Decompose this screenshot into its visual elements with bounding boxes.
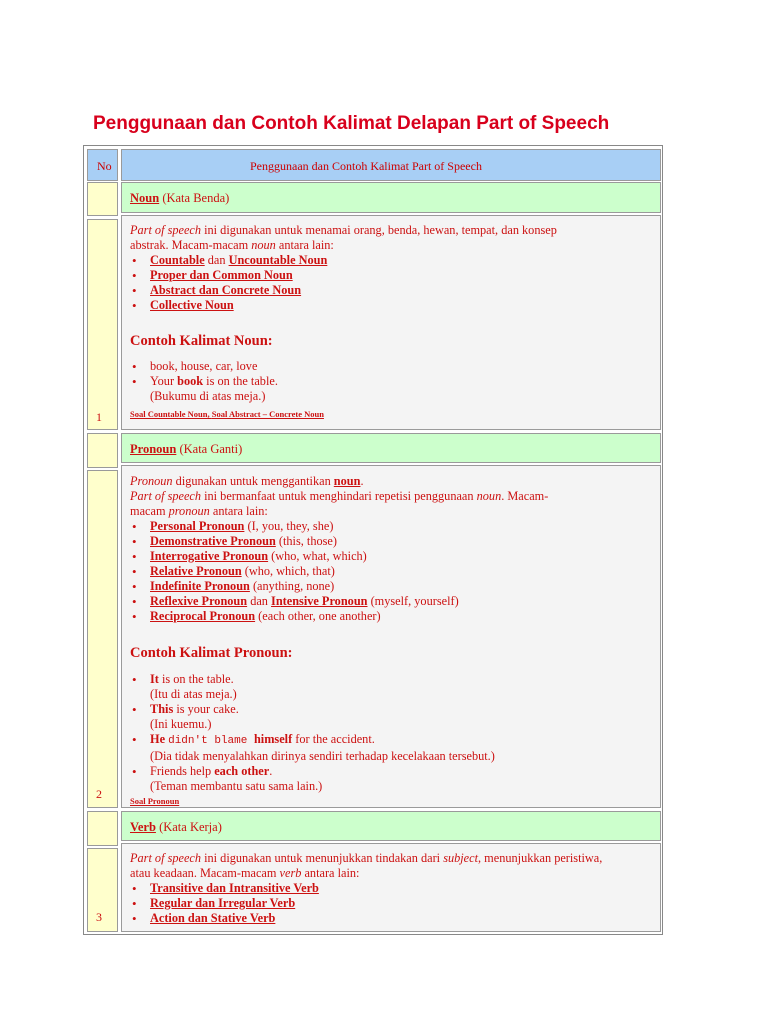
pronoun-e2-translation: (Ini kuemu.)	[150, 717, 212, 731]
pronoun-t6-dan: dan	[247, 594, 272, 608]
header-no: No	[97, 159, 112, 173]
pronoun-t2-examples: (this, those)	[275, 534, 337, 548]
verb-l2c: antara lain:	[301, 866, 360, 880]
link-interrogative-pronoun[interactable]: Interrogative Pronoun	[150, 549, 269, 563]
verb-l1b: ini digunakan untuk menunjukkan tindakan dari	[201, 851, 444, 865]
pronoun-contoh-heading: Contoh Kalimat Pronoun:	[130, 645, 293, 661]
noun-body-cell	[121, 215, 661, 430]
pronoun-t4-examples: (who, which, that)	[241, 564, 335, 578]
pronoun-l1a: Pronoun	[130, 474, 173, 488]
pronoun-t7-examples: (each other, one another)	[255, 609, 381, 623]
pronoun-body	[130, 474, 654, 809]
link-indefinite-pronoun[interactable]: Indefinite Pronoun	[150, 579, 250, 593]
pronoun-e4b: each other	[214, 764, 270, 778]
noun-body	[130, 223, 654, 422]
pronoun-e1b: is on the table.	[158, 672, 234, 686]
list-item	[130, 298, 654, 313]
pronoun-l1d: .	[360, 474, 364, 488]
pronoun-e3a: He	[150, 732, 169, 746]
list-item	[130, 672, 654, 702]
verb-title	[130, 820, 222, 835]
link-reflexive-pronoun[interactable]: Reflexive Pronoun	[150, 594, 248, 608]
link-soal-countable-noun[interactable]: Soal Countable Noun	[130, 409, 208, 419]
noun-example-2-translation: (Bukumu di atas meja.)	[150, 389, 266, 403]
list-item	[130, 564, 654, 579]
pronoun-links	[130, 794, 654, 809]
link-noun[interactable]: noun	[333, 474, 361, 488]
list-item	[130, 896, 654, 911]
list-item	[130, 702, 654, 732]
pronoun-number: 2	[96, 787, 102, 801]
noun-contoh-heading: Contoh Kalimat Noun:	[130, 333, 273, 349]
verb-number: 3	[96, 910, 102, 924]
verb-body-cell	[121, 843, 661, 932]
verb-num-cell	[87, 848, 118, 932]
list-item	[130, 359, 654, 374]
noun-title-cell	[121, 182, 661, 213]
list-item	[130, 881, 654, 896]
noun-example-1: book, house, car, love	[150, 359, 258, 373]
noun-number: 1	[96, 410, 102, 424]
noun-example-2a: Your	[150, 374, 178, 388]
link-regular-irregular-verb[interactable]: Regular dan Irregular Verb	[150, 896, 296, 910]
pronoun-title-rest: (Kata Ganti)	[176, 442, 243, 456]
link-relative-pronoun[interactable]: Relative Pronoun	[150, 564, 242, 578]
pronoun-t3-examples: (who, what, which)	[268, 549, 367, 563]
noun-intro-noun: noun	[251, 238, 276, 252]
link-action-stative-verb[interactable]: Action dan Stative Verb	[150, 911, 276, 925]
verb-l1d: , menunjukkan peristiwa,	[478, 851, 603, 865]
noun-intro-rest2: abstrak. Macam-macam	[130, 238, 252, 252]
verb-num-top	[87, 811, 118, 846]
pronoun-e3b: didn't blame	[168, 735, 254, 747]
noun-example-2b: book	[177, 374, 204, 388]
pronoun-l3b: pronoun	[168, 504, 210, 518]
pronoun-l2b: ini bermanfaat untuk menghindari repetisi penggunaan	[201, 489, 477, 503]
link-demonstrative-pronoun[interactable]: Demonstrative Pronoun	[150, 534, 276, 548]
noun-intro-italic: Part of speech	[130, 223, 202, 237]
list-item	[130, 732, 654, 764]
part-of-speech-table	[83, 145, 663, 935]
pronoun-l2d: . Macam-	[501, 489, 549, 503]
verb-types-list	[130, 881, 654, 926]
pronoun-l2a: Part of speech	[130, 489, 202, 503]
list-item	[130, 253, 654, 268]
pronoun-examples-list	[130, 672, 654, 794]
header-no-cell	[87, 149, 118, 181]
pronoun-l2c: noun	[476, 489, 502, 503]
pronoun-num-top	[87, 433, 118, 468]
noun-title-rest: (Kata Benda)	[159, 191, 230, 205]
header-main: Penggunaan dan Contoh Kalimat Part of Speech	[250, 159, 482, 173]
pronoun-l3c: antara lain:	[209, 504, 268, 518]
verb-l1c: subject	[443, 851, 479, 865]
list-item	[130, 911, 654, 926]
pronoun-body-cell	[121, 465, 661, 808]
list-item	[130, 374, 654, 404]
pronoun-e1a: It	[150, 672, 159, 686]
list-item	[130, 283, 654, 298]
list-item	[130, 534, 654, 549]
noun-intro-rest1: ini digunakan untuk menamai orang, benda, hewan, tempat, dan konsep	[201, 223, 557, 237]
noun-example-2c: is on the table.	[203, 374, 278, 388]
verb-l1a: Part of speech	[130, 851, 202, 865]
page-title: Penggunaan dan Contoh Kalimat Delapan Part of Speech	[93, 113, 610, 134]
link-uncountable-noun[interactable]: Uncountable Noun	[228, 253, 328, 267]
link-soal-abstract-concrete-noun[interactable]: Soal Abstract – Concrete Noun	[211, 409, 324, 419]
link-soal-pronoun[interactable]: Soal Pronoun	[130, 796, 180, 806]
list-item	[130, 594, 654, 609]
link-transitive-intransitive-verb[interactable]: Transitive dan Intransitive Verb	[150, 881, 319, 895]
link-personal-pronoun[interactable]: Personal Pronoun	[150, 519, 245, 533]
link-countable[interactable]: Countable	[150, 253, 205, 267]
noun-intro-rest3: antara lain:	[275, 238, 334, 252]
pronoun-l3a: macam	[130, 504, 169, 518]
list-item	[130, 764, 654, 794]
pronoun-title-cell	[121, 433, 661, 463]
pronoun-title	[130, 442, 242, 457]
link-collective-noun[interactable]: Collective Noun	[150, 298, 234, 312]
pronoun-num-cell	[87, 470, 118, 808]
header-main-cell	[121, 149, 661, 181]
verb-intro	[130, 851, 654, 881]
noun-examples-list	[130, 359, 654, 404]
pronoun-types-list	[130, 519, 654, 624]
noun-title	[130, 191, 229, 206]
pronoun-e2b: is your cake.	[173, 702, 239, 716]
noun-types-dan: dan	[204, 253, 229, 267]
verb-title-rest: (Kata Kerja)	[155, 820, 222, 834]
pronoun-l1b: digunakan untuk menggantikan	[172, 474, 334, 488]
pronoun-title-term[interactable]: Pronoun	[130, 442, 177, 456]
verb-title-term[interactable]: Verb	[130, 820, 156, 834]
pronoun-e3c: himself	[253, 732, 293, 746]
pronoun-t6-examples: (myself, yourself)	[367, 594, 459, 608]
list-item	[130, 609, 654, 624]
pronoun-t5-examples: (anything, none)	[249, 579, 335, 593]
link-proper-common-noun[interactable]: Proper dan Common Noun	[150, 268, 293, 282]
verb-body	[130, 851, 654, 926]
list-item	[130, 268, 654, 283]
noun-intro	[130, 223, 654, 253]
noun-num-cell	[87, 219, 118, 430]
verb-title-cell	[121, 811, 661, 841]
pronoun-e4-translation: (Teman membantu satu sama lain.)	[150, 779, 323, 793]
verb-l2a: atau keadaan. Macam-macam	[130, 866, 280, 880]
link-abstract-concrete-noun[interactable]: Abstract dan Concrete Noun	[150, 283, 302, 297]
pronoun-e2a: This	[150, 702, 174, 716]
list-item	[130, 579, 654, 594]
noun-link-sep: ,	[207, 409, 212, 419]
noun-num-top	[87, 182, 118, 216]
pronoun-t1-examples: (I, you, they, she)	[244, 519, 334, 533]
list-item	[130, 549, 654, 564]
link-intensive-pronoun[interactable]: Intensive Pronoun	[271, 594, 368, 608]
pronoun-e4c: .	[269, 764, 273, 778]
noun-links	[130, 407, 654, 422]
pronoun-e3d: for the accident.	[292, 732, 375, 746]
noun-title-term[interactable]: Noun	[130, 191, 160, 205]
list-item	[130, 519, 654, 534]
verb-l2b: verb	[279, 866, 302, 880]
noun-types-list	[130, 253, 654, 313]
pronoun-e1-translation: (Itu di atas meja.)	[150, 687, 237, 701]
pronoun-e3-translation: (Dia tidak menyalahkan dirinya sendiri terhadap kecelakaan tersebut.)	[150, 749, 495, 763]
pronoun-e4a: Friends help	[150, 764, 215, 778]
pronoun-intro	[130, 474, 654, 519]
link-reciprocal-pronoun[interactable]: Reciprocal Pronoun	[150, 609, 256, 623]
